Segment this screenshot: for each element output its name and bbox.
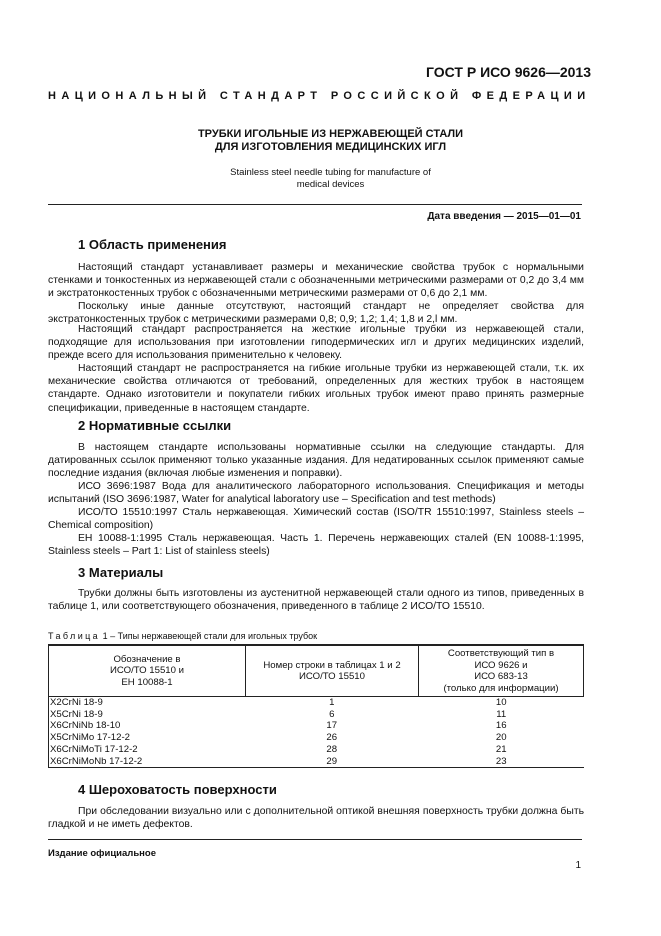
iso-type: 10: [419, 697, 584, 709]
header-type-line-1: Соответствующий тип в: [447, 648, 555, 659]
section-1-paragraph-2-text: Поскольку иные данные отсутствуют, настоящий стандарт не определяет свойства для экстратонкостенных трубок с метрическими размерами 0,8; 0,9; 1,2; 1,4; 1,8 и 2,l мм.: [48, 301, 584, 326]
section-1-paragraph-1-text: Настоящий стандарт устанавливает размеры и механические свойства трубок с нормальными стенками и тонкостенных из нержавеющей стали с обозначенными метрическими размерами от 0,2 до 3,4 мм и экстратонкостенных трубок с обозначенными метрическими размерами от 0,6 до 2,1 мм.: [48, 262, 584, 300]
header-corresponding-type: [419, 645, 584, 697]
section-4-heading: 4 Шероховатость поверхности: [78, 782, 277, 797]
section-2-paragraph-1-text: В настоящем стандарте использованы нормативные ссылки на следующие стандарты. Для датированных ссылок применяют только указанные издания. Для недатированных ссылок применяют самые последние издания (включая любые изменения и поправки).: [48, 442, 584, 480]
document-title: [0, 128, 661, 154]
section-2-paragraph-2: [48, 480, 584, 506]
section-4-paragraph-1-text: При обследовании визуально или с дополнительной оптикой внешняя поверхность трубки должна быть гладкой и не иметь дефектов.: [48, 806, 584, 831]
section-1-paragraph-3: [48, 323, 584, 363]
section-2-heading: 2 Нормативные ссылки: [78, 418, 232, 433]
section-2-paragraph-3: [48, 506, 584, 532]
steel-types-table: [48, 644, 584, 768]
standard-code: ГОСТ Р ИСО 9626—2013: [426, 64, 591, 80]
row-number: 17: [326, 720, 338, 732]
section-2-paragraph-4-text: ЕН 10088-1:1995 Сталь нержавеющая. Часть 1. Перечень нержавеющих сталей (EN 10088-1:1995, Stainless steels – Part 1: List of stainless steels): [48, 533, 584, 558]
section-1-paragraph-3-text: Настоящий стандарт распространяется на жесткие игольные трубки из нержавеющей стали, подходящие для использования при изготовлении гиподермических игл и других медицинских изделий, прежде всего для использования применительно к человеку.: [48, 324, 584, 362]
table-row: [49, 756, 584, 768]
footer-divider: [48, 839, 582, 840]
steel-designation: X5CrNiMo 17-12-2: [49, 732, 246, 744]
table-header-row: [49, 645, 584, 697]
title-line-2: ДЛЯ ИЗГОТОВЛЕНИЯ МЕДИЦИНСКИХ ИГЛ: [214, 141, 447, 153]
official-edition-label: Издание официальное: [48, 848, 156, 859]
iso-type: 11: [419, 709, 584, 721]
steel-designation: X5CrNi 18-9: [49, 709, 246, 721]
table-1-caption-text: 1 – Типы нержавеющей стали для игольных трубок: [100, 631, 318, 641]
section-1-paragraph-4: [48, 362, 584, 415]
table-row: [49, 697, 584, 709]
section-3-paragraph-1-text: Трубки должны быть изготовлены из аустенитной нержавеющей стали одного из типов, приведенных в таблице 1, или соответствующего обозначения, приведенного в таблице 2 ИСО/ТО 15510.: [48, 588, 584, 613]
introduction-date: Дата введения — 2015—01—01: [427, 211, 581, 222]
section-2-paragraph-1: [48, 441, 584, 481]
iso-type: 16: [419, 720, 584, 732]
table-row: [49, 732, 584, 744]
english-title-line-2: medical devices: [296, 179, 365, 190]
page-number: 1: [575, 860, 581, 871]
row-number: 6: [329, 708, 335, 720]
row-number: 28: [326, 743, 338, 755]
iso-type: 20: [419, 732, 584, 744]
section-1-paragraph-4-text: Настоящий стандарт не распространяется на гибкие игольные трубки из нержавеющей стали, т.к. их механические свойства отличаются от требований, определенных для жестких трубок в настоящем стандарте. Однако изготовители и покупатели гибких игольных трубок имеют право принять размерные спецификации, приведенные в настоящем стандарте.: [48, 363, 584, 414]
table-row: [49, 744, 584, 756]
steel-designation: X2CrNi 18-9: [49, 697, 246, 709]
header-type-line-4: (только для информации): [443, 682, 559, 694]
english-title: [0, 167, 661, 191]
section-2-paragraph-4: [48, 532, 584, 558]
steel-designation: X6CrNiMoTi 17-12-2: [49, 744, 246, 756]
header-divider: [48, 204, 582, 205]
steel-designation: X6CrNiMoNb 17-12-2: [49, 756, 246, 768]
table-1-caption: [48, 631, 317, 641]
title-line-1: ТРУБКИ ИГОЛЬНЫЕ ИЗ НЕРЖАВЕЮЩЕЙ СТАЛИ: [197, 128, 464, 140]
national-standard-banner: НАЦИОНАЛЬНЫЙ СТАНДАРТ РОССИЙСКОЙ ФЕДЕРАЦИИ: [48, 90, 591, 102]
english-title-line-1: Stainless steel needle tubing for manufacture of: [230, 167, 431, 178]
section-1-paragraph-1: [48, 261, 584, 301]
section-3-heading: 3 Материалы: [78, 565, 164, 580]
steel-designation: X6CrNiNb 18-10: [49, 720, 246, 732]
section-4-paragraph-1: [48, 805, 584, 831]
table-1-caption-prefix: Таблица: [48, 631, 101, 641]
header-designation-line-3: ЕН 10088-1: [121, 676, 173, 688]
row-number: 1: [246, 697, 419, 709]
section-2-paragraph-2-text: ИСО 3696:1987 Вода для аналитического лабораторного использования. Спецификация и методы испытаний (ISO 3696:1987, Water for analytical laboratory use – Specification and test methods): [48, 481, 584, 506]
iso-type: 21: [419, 744, 584, 756]
table-row: [49, 720, 584, 732]
row-number: 26: [326, 732, 338, 744]
iso-type: 23: [419, 756, 584, 768]
header-type-line-3: ИСО 683-13: [474, 671, 528, 682]
section-1-heading: 1 Область применения: [78, 237, 227, 252]
header-designation: [49, 645, 246, 697]
section-2-paragraph-3-text: ИСО/ТО 15510:1997 Сталь нержавеющая. Химический состав (ISO/TR 15510:1997, Stainless steels – Chemical composition): [48, 507, 584, 532]
row-number: 29: [246, 756, 419, 768]
header-type-line-2: ИСО 9626 и: [474, 659, 528, 671]
header-designation-line-2: ИСО/ТО 15510 и: [110, 665, 184, 677]
header-designation-line-1: Обозначение в: [113, 653, 181, 665]
header-row-number-line-2: ИСО/ТО 15510: [299, 671, 365, 682]
header-row-number: [246, 645, 419, 697]
header-row-number-line-1: Номер строки в таблицах 1 и 2: [263, 659, 401, 671]
section-3-paragraph-1: [48, 587, 584, 613]
table-row: [49, 709, 584, 721]
